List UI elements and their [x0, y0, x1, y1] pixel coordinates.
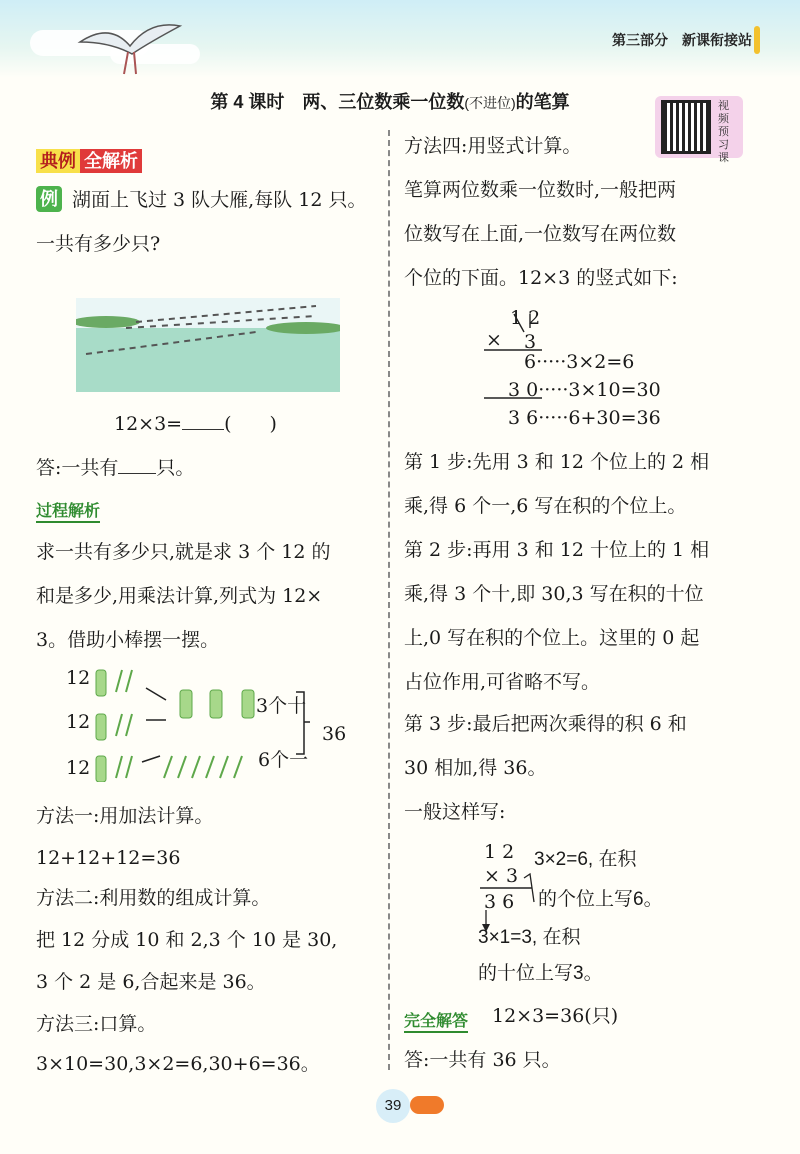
stick-row-label: 12: [66, 667, 91, 689]
example-icon: 例: [36, 186, 62, 212]
page-header: [0, 0, 800, 78]
process-text: 和是多少,用乘法计算,列式为 12×: [36, 585, 323, 607]
lesson-title-paren: (不进位): [464, 95, 516, 111]
explain-text: 笔算两位数乘一位数时,一般把两: [404, 179, 677, 201]
example-badge: [36, 146, 142, 176]
step-text: 占位作用,可省略不写。: [404, 671, 601, 693]
equation-question: [114, 412, 277, 436]
stick-row-label: 12: [66, 711, 91, 733]
badge-part-a: 典例: [36, 149, 80, 173]
method-four: 方法四:用竖式计算。: [404, 135, 582, 157]
badge-part-b: 全解析: [80, 149, 142, 173]
unit-blank: ( ): [224, 413, 277, 435]
stick-row-label: 12: [66, 757, 91, 779]
final-equation: 12×3=36(只): [492, 1005, 619, 1027]
explain-text: 位数写在上面,一位数写在两位数: [404, 223, 677, 245]
answer-blank[interactable]: [118, 473, 156, 474]
qr-label: 视频预习课: [718, 100, 729, 164]
explain-text: 个位的下面。12×3 的竖式如下:: [404, 267, 678, 289]
method-one: 方法一:用加法计算。: [36, 805, 214, 827]
final-answer: 答:一共有 36 只。: [404, 1049, 561, 1071]
answer-prefix: 答:一共有: [36, 457, 119, 479]
vertical-row: 6·····3×2=6: [524, 351, 635, 373]
vertical-top: 1 2: [510, 307, 541, 329]
method-two-text: 3 个 2 是 6,合起来是 36。: [36, 971, 266, 993]
equation-text: 12×3=: [114, 413, 183, 435]
answer-suffix: 只。: [156, 457, 195, 479]
process-text: 3。借助小棒摆一摆。: [36, 629, 220, 651]
step-text: 上,0 写在积的个位上。这里的 0 起: [404, 627, 700, 649]
vertical-row: 3 6·····6+30=36: [508, 407, 661, 429]
general-result: 3 6: [484, 891, 515, 913]
general-note: 的个位上写6。: [538, 889, 663, 910]
tens-label: 3个十: [256, 695, 307, 717]
method-two: 方法二:利用数的组成计算。: [36, 887, 271, 909]
general-top: 1 2: [484, 841, 515, 863]
seagull-icon: [70, 12, 190, 82]
process-tag: 过程解析: [36, 498, 100, 523]
step-text: 30 相加,得 36。: [404, 757, 547, 779]
qr-code-icon[interactable]: [661, 100, 711, 154]
lesson-title-end: 的笔算: [515, 92, 570, 112]
general-mul: × 3: [484, 865, 519, 887]
step-text: 第 1 步:先用 3 和 12 个位上的 2 相: [404, 451, 710, 473]
step-text: 乘,得 3 个十,即 30,3 写在积的十位: [404, 583, 704, 605]
lesson-title-main: 第 4 课时 两、三位数乘一位数: [210, 92, 465, 112]
method-three: 方法三:口算。: [36, 1013, 157, 1035]
page-number: 39: [376, 1089, 410, 1123]
general-note: 3×1=3, 在积: [478, 927, 581, 948]
submarine-icon: [410, 1096, 444, 1114]
section-bar: [754, 26, 760, 54]
general-note: 的十位上写3。: [478, 963, 603, 984]
step-text: 第 3 步:最后把两次乘得的积 6 和: [404, 713, 687, 735]
method-three-calc: 3×10=30,3×2=6,30+6=36。: [36, 1053, 320, 1075]
step-text: 第 2 步:再用 3 和 12 十位上的 1 相: [404, 539, 710, 561]
answer-line: [36, 456, 194, 480]
general-note: 3×2=6, 在积: [534, 849, 637, 870]
example-text: 一共有多少只?: [36, 233, 161, 255]
qr-code-panel[interactable]: [655, 96, 743, 164]
ones-label: 6个一: [258, 749, 309, 771]
vertical-mul-sign: ×: [486, 329, 502, 351]
method-one-calc: 12+12+12=36: [36, 847, 181, 869]
geese-lake-illustration: [76, 298, 340, 392]
lesson-title: [150, 88, 630, 114]
step-text: 乘,得 6 个一,6 写在积的个位上。: [404, 495, 687, 517]
method-two-text: 把 12 分成 10 和 2,3 个 10 是 30,: [36, 929, 338, 951]
general-form-label: 一般这样写:: [404, 801, 506, 823]
column-divider: [388, 130, 390, 1070]
section-label: 第三部分 新课衔接站: [612, 32, 752, 48]
final-answer-tag: 完全解答: [404, 1008, 468, 1033]
example-text: 湖面上飞过 3 队大雁,每队 12 只。: [72, 189, 367, 211]
answer-blank[interactable]: [182, 429, 224, 430]
vertical-row: 3 0·····3×10=30: [508, 379, 661, 401]
vertical-multiplier: 3: [524, 331, 537, 353]
process-text: 求一共有多少只,就是求 3 个 12 的: [36, 541, 331, 563]
sum-label: 36: [322, 723, 347, 745]
